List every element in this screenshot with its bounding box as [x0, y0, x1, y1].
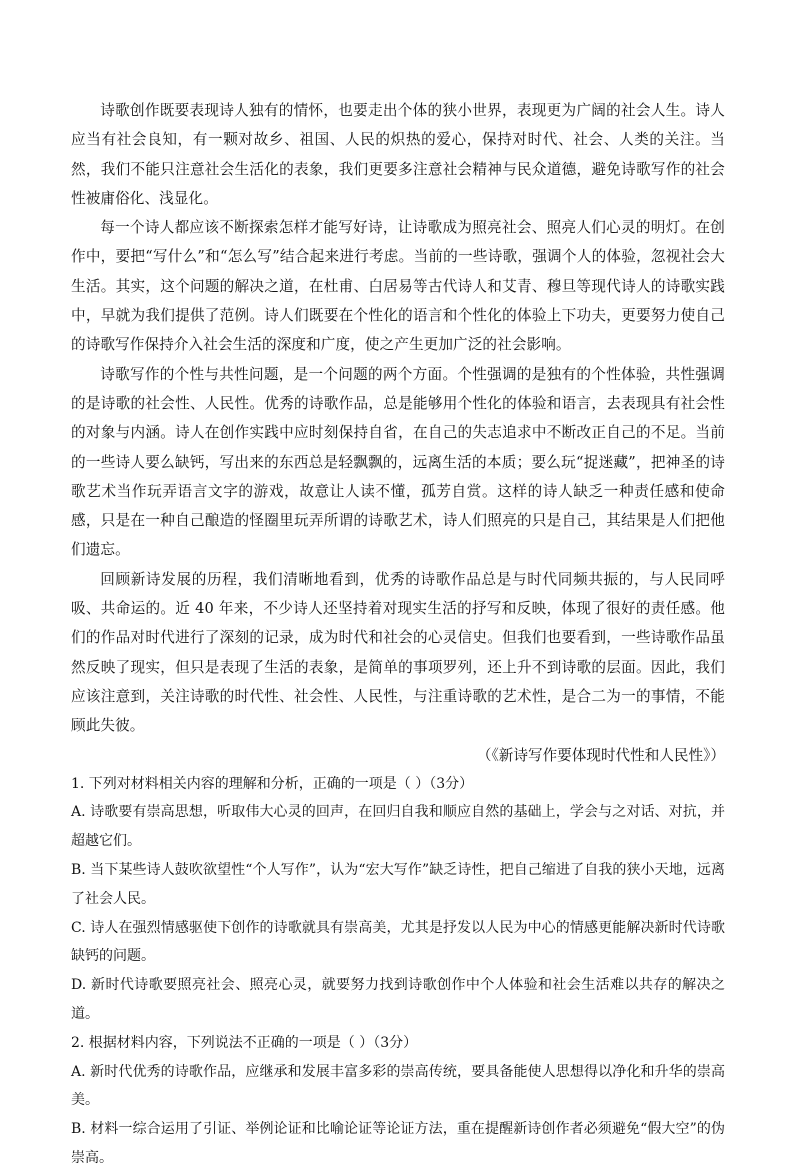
article-paragraph-3: 诗歌写作的个性与共性问题，是一个问题的两个方面。个性强调的是独有的个性体验，共性强调的是诗歌的社会性、人民性。优秀的诗歌作品，总是能够用个性化的体验和语言，去表现具有社会性的对象与内涵。诗人在创作实践中应时刻保持自省，在自己的失志追求中不断改正自己的不足。当前的一些诗人要么缺钙，写出来的东西总是轻飘飘的，远离生活的本质；要么玩“捉迷藏”，把神圣的诗歌艺术当作玩弄语言文字的游戏，故意让人读不懂，孤芳自赏。这样的诗人缺乏一种责任感和使命感，只是在一种自己酿造的怪圈里玩弄所谓的诗歌艺术，诗人们照亮的只是自己，其结果是人们把他们遗忘。 [71, 365, 725, 559]
article-paragraph-1: 诗歌创作既要表现诗人独有的情怀，也要走出个体的狭小世界，表现更为广阔的社会人生。诗人应当有社会良知，有一颗对故乡、祖国、人民的炽热的爱心，保持对时代、社会、人类的关注。当然，我们不能只注意社会生活化的表象，我们更要多注意社会精神与民众道德，避免诗歌写作的社会性被庸俗化、浅显化。 [71, 102, 725, 207]
question-1-option-b: B. 当下某些诗人鼓吹欲望性“个人写作”，认为“宏大写作”缺乏诗性，把自己缩进了自我的狭小天地，远离了社会人民。 [71, 861, 725, 907]
question-2-stem: 2. 根据材料内容，下列说法不正确的一项是（ ）（3分） [71, 1034, 418, 1051]
article-paragraph-4: 回顾新诗发展的历程，我们清晰地看到，优秀的诗歌作品总是与时代同频共振的，与人民同呼吸、共命运的。近 40 年来，不少诗人还坚持着对现实生活的抒写和反映，体现了很好的责任感。他们的作品对时代进行了深刻的记录，成为时代和社会的心灵信史。但我们也要看到，一些诗歌作品虽然反映了现实，但只是表现了生活的表象，是简单的事项罗列，还上升不到诗歌的层面。因此，我们应该注意到，关注诗歌的时代性、社会性、人民性，与注重诗歌的艺术性，是合二为一的事情，不能顾此失彼。 [71, 570, 725, 735]
question-2 [71, 1029, 725, 1173]
question-2-option-b: B. 材料一综合运用了引证、举例论证和比喻论证等论证方法，重在提醒新诗创作者必须避免“假大空”的伪崇高。 [71, 1121, 725, 1166]
question-1-option-c: C. 诗人在强烈情感驱使下创作的诗歌就具有崇高美，尤其是抒发以人民为中心的情感更能解决新时代诗歌缺钙的问题。 [71, 919, 725, 965]
article-source: （《新诗写作要体现时代性和人民性》） [476, 746, 725, 764]
question-1 [71, 770, 725, 1029]
article-paragraph-2: 每一个诗人都应该不断探索怎样才能写好诗，让诗歌成为照亮社会、照亮人们心灵的明灯。在创作中，要把“写什么”和“怎么写”结合起来进行考虑。当前的一些诗歌，强调个人的体验，忽视社会大生活。其实，这个问题的解决之道，在杜甫、白居易等古代诗人和艾青、穆旦等现代诗人的诗歌实践中，早就为我们提供了范例。诗人们既要在个性化的语言和个性化的体验上下功夫，更要努力使自己的诗歌写作保持介入社会生活的深度和广度，使之产生更加广泛的社会影响。 [71, 219, 725, 354]
question-1-stem: 1. 下列对材料相关内容的理解和分析，正确的一项是（ ）（3分） [71, 775, 474, 792]
question-2-option-a: A. 新时代优秀的诗歌作品，应继承和发展丰富多彩的崇高传统，要具备能使人思想得以净化和升华的崇高美。 [71, 1063, 725, 1109]
document-page [71, 96, 725, 1173]
question-1-option-a: A. 诗歌要有崇高思想，听取伟大心灵的回声，在回归自我和顺应自然的基础上，学会与之对话、对抗，并超越它们。 [71, 804, 725, 850]
question-1-option-d: D. 新时代诗歌要照亮社会、照亮心灵，就要努力找到诗歌创作中个人体验和社会生活难以共存的解决之道。 [71, 977, 725, 1022]
